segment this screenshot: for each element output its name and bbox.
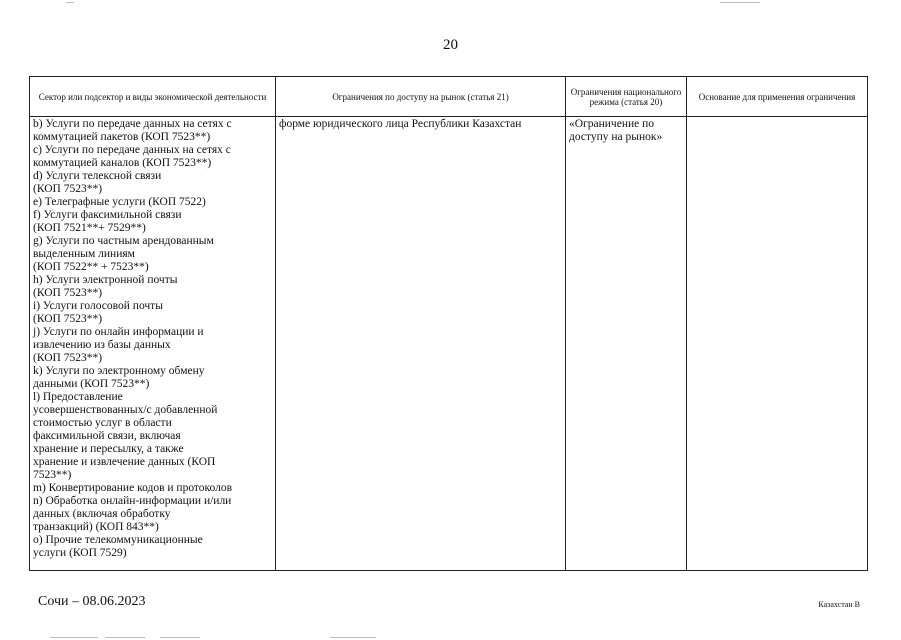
bottom-edge-mark xyxy=(50,637,98,638)
sector-item-k: k) Услуги по электронному обмену данными (КОП 7523**) xyxy=(33,365,205,390)
national-treatment-cell: «Ограничение по доступу на рынок» xyxy=(566,117,687,571)
sector-item-m: m) Конвертирование кодов и протоколов xyxy=(33,482,233,494)
bottom-edge-mark xyxy=(160,637,200,638)
table-header-row xyxy=(30,77,868,117)
sector-item-g: g) Услуги по частным арендованным выделенным линиям (КОП 7522** + 7523**) xyxy=(33,235,214,273)
basis-cell xyxy=(687,117,868,571)
sector-item-l: l) Предоставление усовершенствованных/с добавленной стоимостью услуг в области факсимильной связи, включая хранение и пересылку, а также хранение и извлечение данных (КОП 7523**) xyxy=(33,391,218,481)
header-market-access: Ограничения по доступу на рынок (статья 21) xyxy=(276,77,566,117)
bottom-edge-mark xyxy=(330,637,376,638)
footer-date: Сочи – 08.06.2023 xyxy=(38,594,146,609)
sector-item-h: h) Услуги электронной почты (КОП 7523**) xyxy=(33,274,178,299)
sector-item-c: c) Услуги по передаче данных на сетях с коммутацией каналов (КОП 7523**) xyxy=(33,144,231,169)
table-row xyxy=(30,117,868,571)
sector-cell xyxy=(30,117,276,571)
sector-item-f: f) Услуги факсимильной связи (КОП 7521**+ 7529**) xyxy=(33,209,182,234)
sector-item-d: d) Услуги телексной связи (КОП 7523**) xyxy=(33,170,162,195)
header-sector: Сектор или подсектор и виды экономической деятельности xyxy=(30,77,276,117)
header-basis: Основание для применения ограничения xyxy=(687,77,868,117)
market-access-cell: форме юридического лица Республики Казахстан xyxy=(276,117,566,571)
footer-document-id: Казахстан В xyxy=(818,600,860,609)
sector-item-e: e) Телеграфные услуги (КОП 7522) xyxy=(33,196,206,208)
sector-list xyxy=(33,118,272,560)
sector-item-j: j) Услуги по онлайн информации и извлечению из базы данных (КОП 7523**) xyxy=(33,326,204,364)
page-number: 20 xyxy=(443,37,458,53)
restrictions-table xyxy=(29,76,868,571)
header-national-treatment: Ограничения национального режима (статья 20) xyxy=(566,77,687,117)
top-edge-mark xyxy=(66,2,74,3)
top-edge-mark xyxy=(720,2,760,3)
sector-item-i: i) Услуги голосовой почты (КОП 7523**) xyxy=(33,300,163,325)
bottom-edge-mark xyxy=(105,637,145,638)
sector-item-b: b) Услуги по передаче данных на сетях с коммутацией пакетов (КОП 7523**) xyxy=(33,118,232,143)
sector-item-o: o) Прочие телекоммуникационные услуги (КОП 7529) xyxy=(33,534,203,559)
sector-item-n: n) Обработка онлайн-информации и/или данных (включая обработку транзакций) (КОП 843**) xyxy=(33,495,232,533)
